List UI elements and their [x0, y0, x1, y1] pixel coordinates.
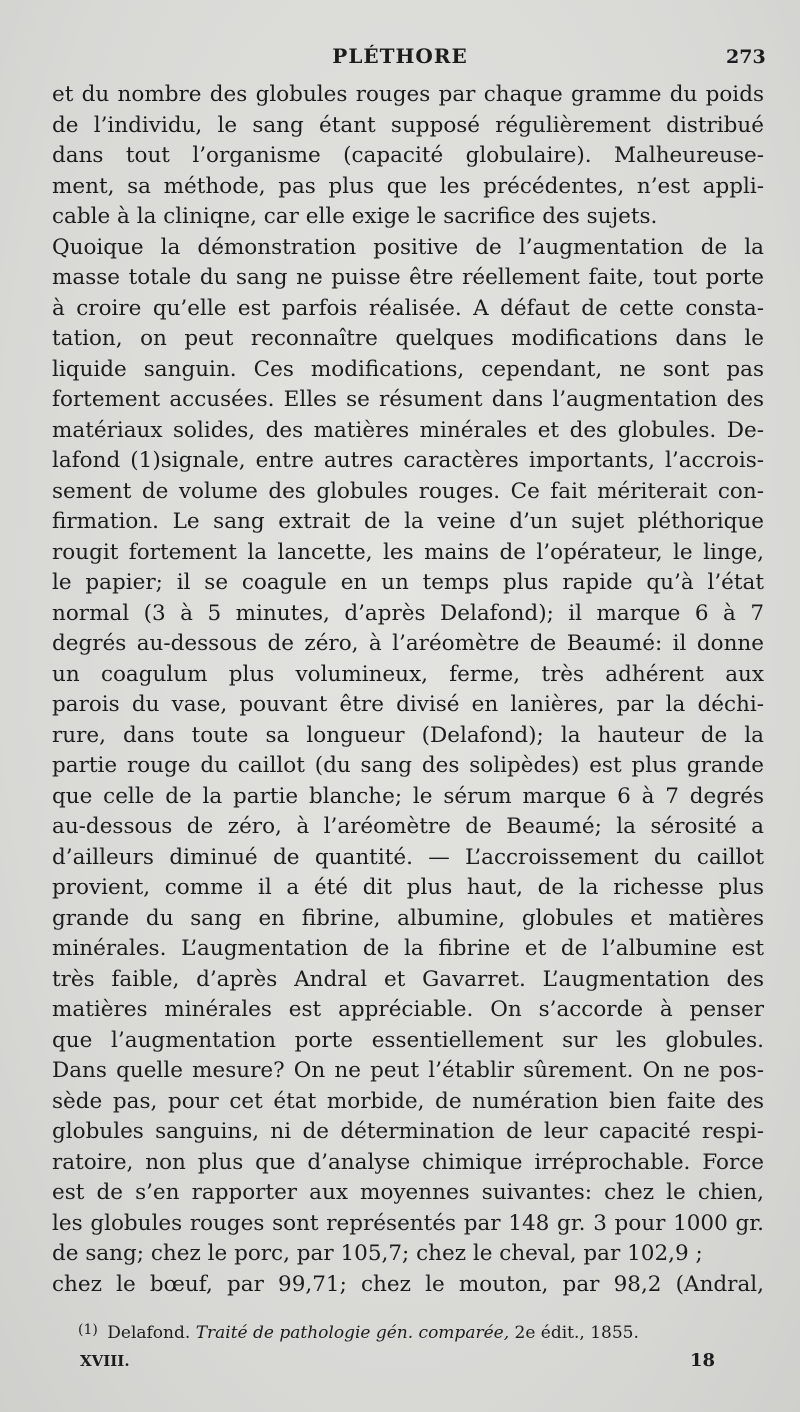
text-line: cable à la cliniqne, car elle exige le sacrifice des sujets. [52, 204, 658, 229]
text-line: parois du vase, pouvant être divisé en lanières, par la déchi- [52, 692, 764, 717]
text-line: et du nombre des globules rouges par chaque gramme du poids [52, 82, 764, 107]
footnote [78, 1322, 718, 1343]
text-line: d’ailleurs diminué de quantité. — L’accroissement du caillot [52, 844, 764, 870]
signature-mark: XVIII. [80, 1352, 130, 1370]
text-line: ratoire, non plus que d’analyse chimique irréprochable. Force [52, 1149, 764, 1175]
text-line: masse totale du sang ne puisse être réellement faite, tout porte [52, 265, 764, 290]
text-line: de sang; chez le porc, par 105,7; chez le cheval, par 102,9 ; [52, 1241, 703, 1266]
text-line: que celle de la partie blanche; le sérum marque 6 à 7 degrés [52, 783, 764, 809]
page-number: 273 [726, 46, 766, 68]
text-line: firmation. Le sang extrait de la veine d’un sujet pléthorique [52, 509, 764, 534]
text-line: matériaux solides, des matières minérales et des globules. De- [52, 417, 764, 443]
text-line: sède pas, pour cet état morbide, de numération bien faite des [52, 1088, 764, 1114]
text-line: fortement accusées. Elles se résument dans l’augmentation des [52, 387, 764, 412]
text-line: partie rouge du caillot (du sang des solipèdes) est plus grande [52, 753, 764, 778]
signature-folio: 18 [690, 1350, 716, 1371]
running-head-title: PLÉTHORE [332, 44, 468, 68]
text-line: Quoique la démonstration positive de l’augmentation de la [52, 234, 764, 260]
text-line: rure, dans toute sa longueur (Delafond); la hauteur de la [52, 722, 764, 748]
text-line: de l’individu, le sang étant supposé régulièrement distribué [52, 112, 764, 138]
text-line: grande du sang en fibrine, albumine, globules et matières [52, 905, 764, 931]
text-line: à croire qu’elle est parfois réalisée. A défaut de cette consta- [52, 295, 764, 321]
text-line: rougit fortement la lancette, les mains de l’opérateur, le linge, [52, 539, 764, 565]
text-line: dans tout l’organisme (capacité globulaire). Malheureuse- [52, 143, 764, 168]
text-line: lafond (1)signale, entre autres caractères importants, l’accrois- [52, 448, 764, 473]
text-line: chez le bœuf, par 99,71; chez le mouton, par 98,2 (Andral, [52, 1271, 764, 1297]
text-line: provient, comme il a été dit plus haut, de la richesse plus [52, 875, 764, 900]
footnote-mark: (1) [78, 1322, 98, 1338]
text-line: Dans quelle mesure? On ne peut l’établir sûrement. On ne pos- [52, 1058, 764, 1083]
text-line: minérales. L’augmentation de la fibrine et de l’albumine est [52, 936, 764, 961]
text-line: très faible, d’après Andral et Gavarret. L’augmentation des [52, 966, 764, 992]
text-line: tation, on peut reconnaître quelques modifications dans le [52, 326, 764, 351]
text-line: globules sanguins, ni de détermination de leur capacité respi- [52, 1119, 764, 1144]
text-line: ment, sa méthode, pas plus que les précédentes, n’est appli- [52, 173, 764, 199]
footnote-edition: 2e édit., 1855. [514, 1323, 639, 1343]
text-line: sement de volume des globules rouges. Ce fait mériterait con- [52, 478, 764, 504]
text-line: le papier; il se coagule en un temps plus rapide qu’à l’état [52, 570, 764, 595]
text-line: degrés au-dessous de zéro, à l’aréomètre de Beaumé: il donne [52, 631, 764, 656]
text-line: normal (3 à 5 minutes, d’après Delafond); il marque 6 à 7 [52, 600, 764, 626]
text-line: matières minérales est appréciable. On s’accorde à penser [52, 997, 764, 1022]
text-line: est de s’en rapporter aux moyennes suivantes: chez le chien, [52, 1180, 764, 1205]
body-text [52, 80, 764, 1300]
footnote-title: Traité de pathologie gén. comparée, [195, 1323, 510, 1343]
text-line: liquide sanguin. Ces modifications, cependant, ne sont pas [52, 356, 764, 382]
text-line: au-dessous de zéro, à l’aréomètre de Beaumé; la sérosité a [52, 814, 764, 839]
text-line: les globules rouges sont représentés par 148 gr. 3 pour 1000 gr. [52, 1210, 764, 1236]
text-line: que l’augmentation porte essentiellement sur les globules. [52, 1027, 764, 1053]
footnote-author: Delafond. [107, 1323, 191, 1343]
text-line: un coagulum plus volumineux, ferme, très adhérent aux [52, 661, 764, 687]
